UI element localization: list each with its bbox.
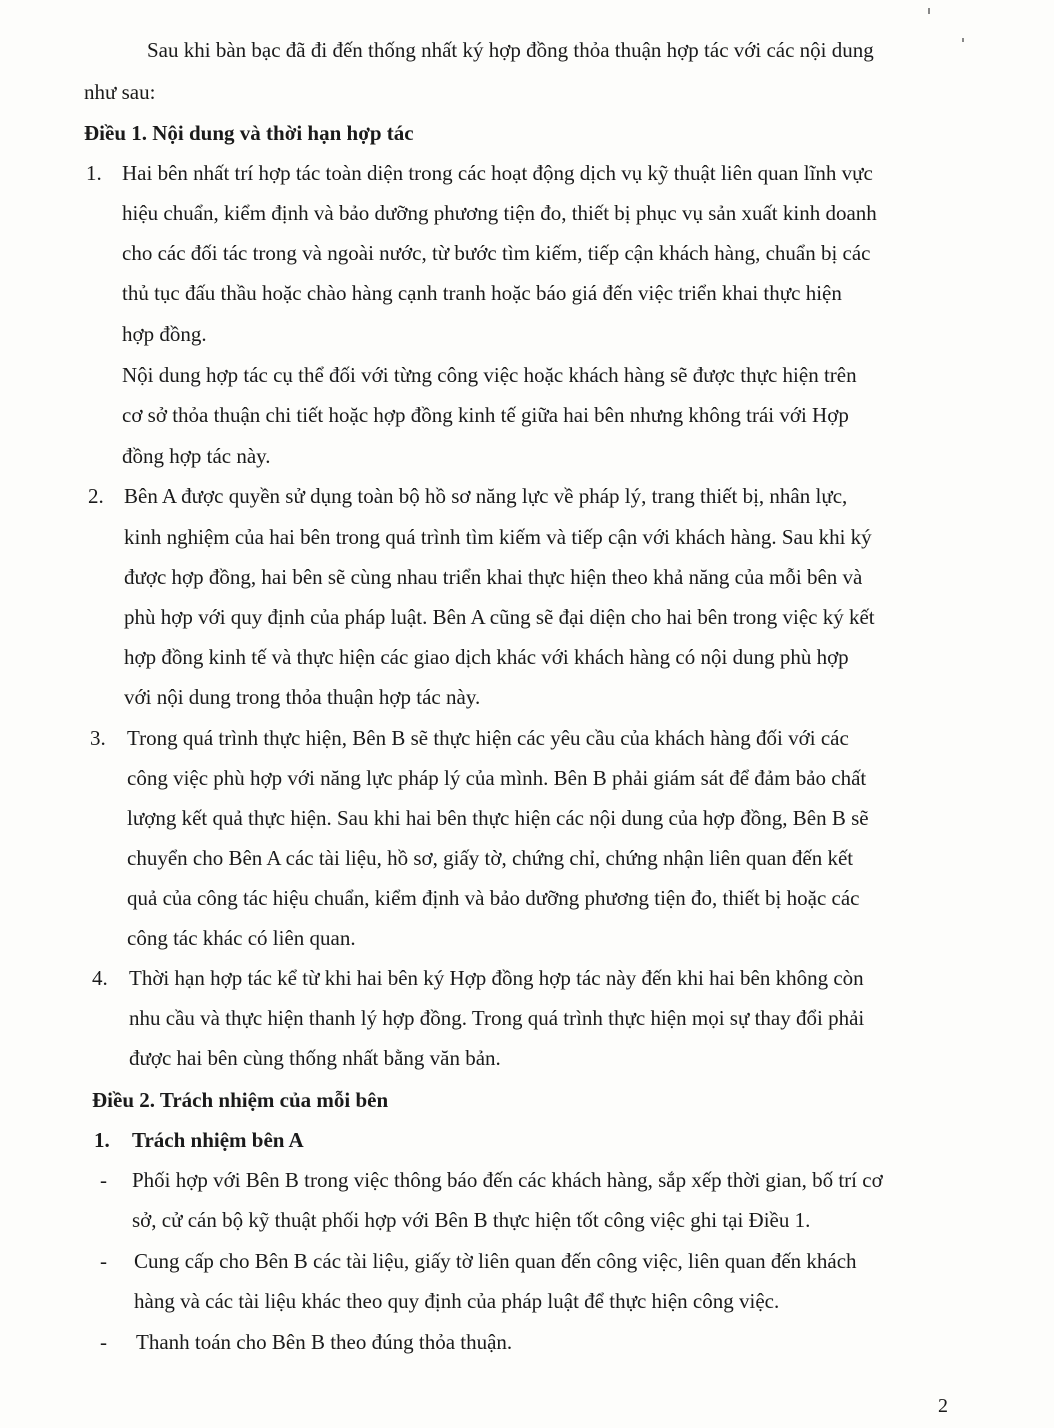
scan-speck: [928, 8, 930, 14]
bullet-1-line-2: sở, cử cán bộ kỹ thuật phối hợp với Bên B thực hiện tốt công việc ghi tại Điều 1.: [132, 1208, 811, 1232]
item-3-line-4: chuyển cho Bên A các tài liệu, hồ sơ, giấy tờ, chứng chỉ, chứng nhận liên quan đến kết: [127, 846, 854, 870]
sub-1-title: Trách nhiệm bên A: [132, 1128, 304, 1152]
item-1-line-5: hợp đồng.: [122, 322, 207, 346]
item-1-line-4: thủ tục đấu thầu hoặc chào hàng cạnh tranh hoặc báo giá đến việc triển khai thực hiện: [122, 281, 842, 305]
item-3-number: 3.: [90, 726, 106, 750]
intro-line-2: như sau:: [84, 80, 156, 104]
item-2-line-3: được hợp đồng, hai bên sẽ cùng nhau triển khai thực hiện theo khả năng của mỗi bên và: [124, 565, 863, 589]
bullet-3-line-1: Thanh toán cho Bên B theo đúng thỏa thuận.: [136, 1330, 513, 1354]
item-3-line-6: công tác khác có liên quan.: [127, 926, 356, 950]
item-4-line-2: nhu cầu và thực hiện thanh lý hợp đồng. Trong quá trình thực hiện mọi sự thay đổi phải: [129, 1006, 865, 1030]
item-1-number: 1.: [86, 161, 102, 185]
item-1-line-2: hiệu chuẩn, kiểm định và bảo dưỡng phương tiện đo, thiết bị phục vụ sản xuất kinh doanh: [122, 201, 877, 225]
item-1-line-6: Nội dung hợp tác cụ thể đối với từng công việc hoặc khách hàng sẽ được thực hiện trên: [122, 363, 857, 387]
item-2-line-6: với nội dung trong thỏa thuận hợp tác này.: [124, 685, 481, 709]
page-number: 2: [938, 1395, 948, 1417]
bullet-1-line-1: Phối hợp với Bên B trong việc thông báo đến các khách hàng, sắp xếp thời gian, bố trí cơ: [132, 1168, 883, 1192]
item-1-line-7: cơ sở thỏa thuận chi tiết hoặc hợp đồng kinh tế giữa hai bên nhưng không trái với Hợp: [122, 403, 849, 427]
intro-line-1: Sau khi bàn bạc đã đi đến thống nhất ký hợp đồng thỏa thuận hợp tác với các nội dung: [147, 38, 874, 62]
item-3-line-2: công việc phù hợp với năng lực pháp lý của mình. Bên B phải giám sát để đảm bảo chất: [127, 766, 867, 790]
item-3-line-3: lượng kết quả thực hiện. Sau khi hai bên thực hiện các nội dung của hợp đồng, Bên B sẽ: [127, 806, 869, 830]
item-2-number: 2.: [88, 484, 104, 508]
item-1-line-1: Hai bên nhất trí hợp tác toàn diện trong các hoạt động dịch vụ kỹ thuật liên quan lĩnh vực: [122, 161, 873, 185]
item-2-line-5: hợp đồng kinh tế và thực hiện các giao dịch khác với khách hàng có nội dung phù hợp: [124, 645, 849, 669]
bullet-2-line-2: hàng và các tài liệu khác theo quy định của pháp luật để thực hiện công việc.: [134, 1289, 780, 1313]
item-2-line-4: phù hợp với quy định của pháp luật. Bên A cũng sẽ đại diện cho hai bên trong việc ký kết: [124, 605, 875, 629]
article-2-heading: Điều 2. Trách nhiệm của mỗi bên: [92, 1088, 389, 1112]
item-1-line-3: cho các đối tác trong và ngoài nước, từ bước tìm kiếm, tiếp cận khách hàng, chuẩn bị các: [122, 241, 871, 265]
item-4-number: 4.: [92, 966, 108, 990]
item-4-line-3: được hai bên cùng thống nhất bằng văn bản.: [129, 1046, 501, 1070]
bullet-1-marker: -: [100, 1168, 107, 1192]
article-1-heading: Điều 1. Nội dung và thời hạn hợp tác: [84, 121, 414, 145]
scan-speck: [962, 38, 964, 42]
item-4-line-1: Thời hạn hợp tác kể từ khi hai bên ký Hợp đồng hợp tác này đến khi hai bên không còn: [129, 966, 864, 990]
bullet-2-marker: -: [100, 1249, 107, 1273]
item-3-line-5: quả của công tác hiệu chuẩn, kiểm định và bảo dưỡng phương tiện đo, thiết bị hoặc các: [127, 886, 860, 910]
item-2-line-1: Bên A được quyền sử dụng toàn bộ hồ sơ năng lực về pháp lý, trang thiết bị, nhân lực,: [124, 484, 848, 508]
item-3-line-1: Trong quá trình thực hiện, Bên B sẽ thực hiện các yêu cầu của khách hàng đối với các: [127, 726, 849, 750]
item-2-line-2: kinh nghiệm của hai bên trong quá trình tìm kiếm và tiếp cận với khách hàng. Sau khi ký: [124, 525, 872, 549]
bullet-2-line-1: Cung cấp cho Bên B các tài liệu, giấy tờ liên quan đến công việc, liên quan đến khách: [134, 1249, 857, 1273]
bullet-3-marker: -: [100, 1330, 107, 1354]
item-1-line-8: đồng hợp tác này.: [122, 444, 271, 468]
sub-1-number: 1.: [94, 1128, 110, 1152]
